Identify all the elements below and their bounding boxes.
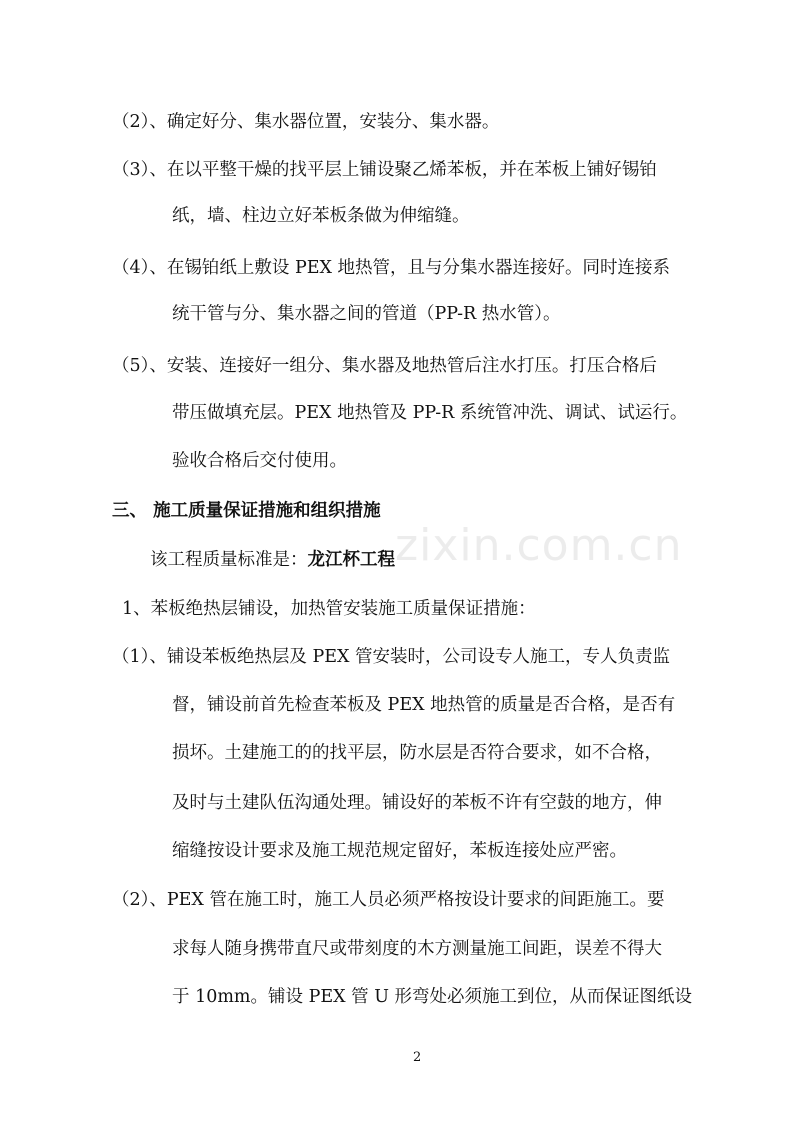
text-line: 验收合格后交付使用。 (172, 451, 347, 471)
subsection-heading: 1、苯板绝热层铺设，加热管安装施工质量保证措施： (122, 599, 536, 619)
text-line: 带压做填充层。PEX 地热管及 PP-R 系统管冲洗、调试、试运行。 (172, 403, 688, 423)
text-line: 于 10mm。铺设 PEX 管 U 形弯处必须施工到位，从而保证图纸设 (172, 987, 693, 1007)
quality-standard-line (150, 548, 395, 572)
text-line: 求每人随身携带直尺或带刻度的木方测量施工间距，误差不得大 (172, 939, 662, 959)
text-line: （5）、安装、连接好一组分、集水器及地热管后注水打压。打压合格后 (112, 356, 657, 376)
text-line: （2）、确定好分、集水器位置，安装分、集水器。 (112, 112, 500, 132)
text-line: 纸，墙、柱边立好苯板条做为伸缩缝。 (172, 206, 470, 226)
text-line: 统干管与分、集水器之间的管道（PP-R 热水管）。 (172, 304, 561, 324)
text-line: 缩缝按设计要求及施工规范规定留好，苯板连接处应严密。 (172, 841, 627, 861)
quality-standard-label: 该工程质量标准是： (150, 550, 308, 570)
text-line: （3）、在以平整干燥的找平层上铺设聚乙烯苯板，并在苯板上铺好锡铂 (112, 160, 657, 180)
watermark: zixin.com.cn (395, 520, 683, 571)
text-line: （1）、铺设苯板绝热层及 PEX 管安装时，公司设专人施工，专人负责监 (112, 647, 671, 667)
text-line: 及时与土建队伍沟通处理。铺设好的苯板不许有空鼓的地方，伸 (172, 793, 662, 813)
section-heading: 三、 施工质量保证措施和组织措施 (112, 501, 381, 521)
page-number: 2 (413, 1050, 422, 1065)
text-line: 督，铺设前首先检查苯板及 PEX 地热管的质量是否合格，是否有 (172, 695, 676, 715)
quality-standard-value: 龙江杯工程 (307, 550, 395, 570)
text-line: 损坏。土建施工的的找平层，防水层是否符合要求，如不合格， (172, 743, 662, 763)
text-line: （4）、在锡铂纸上敷设 PEX 地热管，且与分集水器连接好。同时连接系 (112, 258, 671, 278)
text-line: （2）、PEX 管在施工时，施工人员必须严格按设计要求的间距施工。要 (112, 890, 665, 910)
